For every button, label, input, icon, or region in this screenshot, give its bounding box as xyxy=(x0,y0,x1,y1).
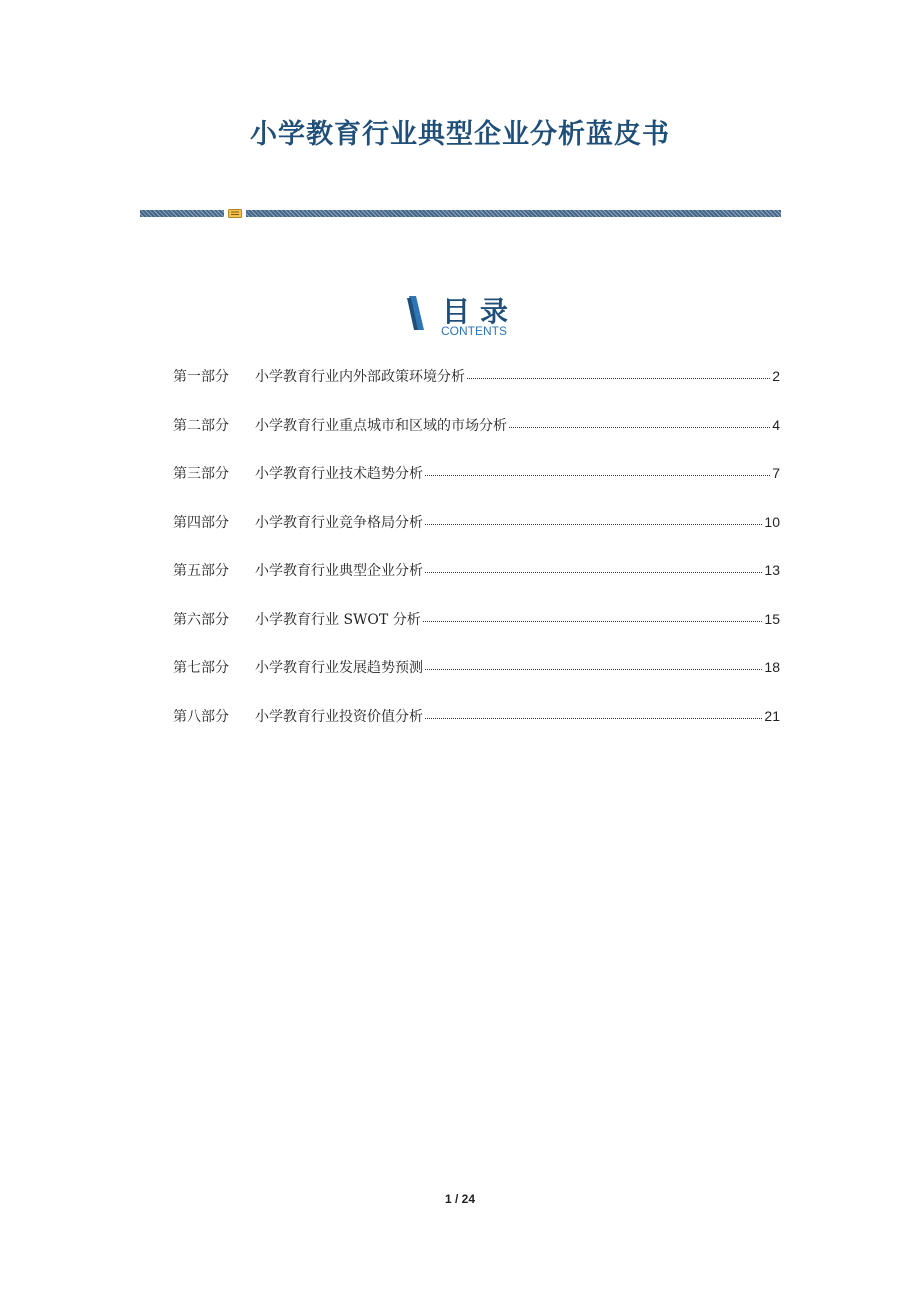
toc-part-label: 第四部分 xyxy=(173,514,229,531)
toc-entry-title: 小学教育行业技术趋势分析 xyxy=(255,466,423,482)
toc-entry[interactable] xyxy=(173,512,780,536)
toc-dot-leader xyxy=(423,621,763,622)
book-icon xyxy=(228,209,242,218)
toc-entry[interactable] xyxy=(173,463,780,487)
toc-entry[interactable] xyxy=(173,415,780,439)
document-title: 小学教育行业典型企业分析蓝皮书 xyxy=(250,119,670,150)
toc-dot-leader xyxy=(425,475,770,476)
toc-entry-title: 小学教育行业内外部政策环境分析 xyxy=(255,369,465,385)
toc-page-number: 7 xyxy=(772,465,780,481)
toc-dot-leader xyxy=(509,427,770,428)
toc-part-label: 第六部分 xyxy=(173,611,229,628)
toc-dot-leader xyxy=(467,378,770,379)
toc-page-number: 2 xyxy=(772,368,780,384)
toc-dot-leader xyxy=(425,669,762,670)
toc-heading xyxy=(407,293,527,341)
toc-entry[interactable] xyxy=(173,706,780,730)
toc-page-number: 13 xyxy=(764,562,780,578)
toc-page-number: 21 xyxy=(764,707,780,724)
toc-dot-leader xyxy=(425,524,762,525)
page-indicator: 1 / 24 xyxy=(444,1192,476,1206)
title-divider xyxy=(140,209,781,218)
toc-title: 目录 xyxy=(442,295,519,328)
toc-dot-leader xyxy=(425,718,762,719)
divider-bar-left xyxy=(140,210,224,217)
toc-part-label: 第五部分 xyxy=(173,563,229,579)
toc-page-number: 4 xyxy=(772,416,780,433)
divider-bar-right xyxy=(246,210,781,217)
toc-entry-title: 小学教育行业发展趋势预测 xyxy=(255,660,423,676)
toc-entry[interactable] xyxy=(173,560,780,584)
toc-part-label: 第八部分 xyxy=(173,708,229,725)
toc-entry-title: 小学教育行业重点城市和区域的市场分析 xyxy=(255,417,507,434)
toc-dot-leader xyxy=(425,572,762,573)
toc-entry[interactable] xyxy=(173,609,780,633)
toc-page-number: 18 xyxy=(764,659,780,675)
toc-entry-title: 小学教育行业 SWOT 分析 xyxy=(255,611,421,628)
toc-part-label: 第三部分 xyxy=(173,466,229,482)
toc-list xyxy=(173,366,780,754)
toc-entry[interactable] xyxy=(173,366,780,390)
toc-entry-title: 小学教育行业投资价值分析 xyxy=(255,708,423,725)
toc-entry-title: 小学教育行业典型企业分析 xyxy=(255,563,423,579)
toc-part-label: 第一部分 xyxy=(173,369,229,385)
contents-mark-icon xyxy=(407,296,429,330)
toc-part-label: 第二部分 xyxy=(173,417,229,434)
toc-page-number: 10 xyxy=(764,513,780,530)
toc-entry-title: 小学教育行业竞争格局分析 xyxy=(255,514,423,531)
toc-page-number: 15 xyxy=(764,610,780,627)
toc-part-label: 第七部分 xyxy=(173,660,229,676)
toc-subtitle: CONTENTS xyxy=(441,324,507,338)
toc-entry[interactable] xyxy=(173,657,780,681)
